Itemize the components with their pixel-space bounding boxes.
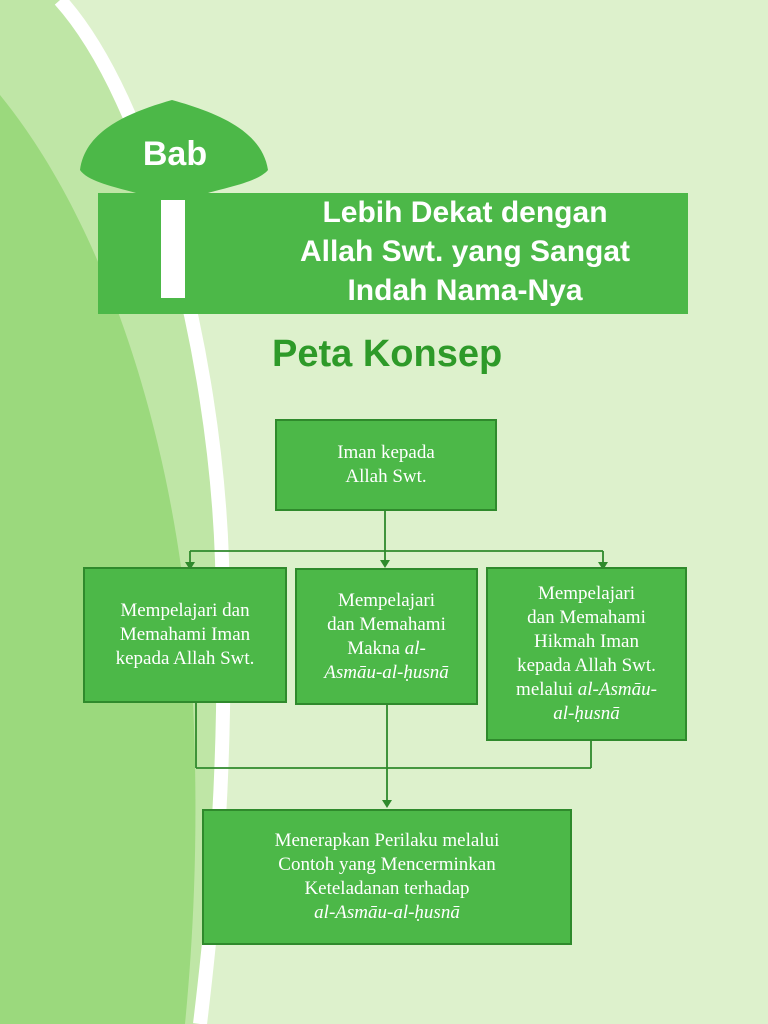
node-text-italic: Asmāu-al-ḥusnā — [324, 661, 449, 683]
result-node — [202, 809, 572, 945]
branch-node-3 — [486, 567, 687, 741]
node-text: Hikmah Iman — [533, 631, 639, 652]
node-text: kepada Allah Swt. — [115, 648, 255, 669]
chapter-number-bar — [161, 200, 185, 298]
node-text: Makna — [347, 637, 405, 659]
node-text: Memahami Iman — [119, 624, 251, 645]
root-node — [275, 419, 497, 511]
node-text-italic: al-Asmāu-al-ḥusnā — [314, 902, 460, 923]
chapter-title-line: Lebih Dekat dengan — [322, 196, 608, 229]
node-text: kepada Allah Swt. — [517, 655, 656, 676]
node-text: melalui — [516, 679, 578, 700]
node-text — [347, 637, 426, 661]
node-text: Iman kepada — [337, 442, 435, 463]
node-text: dan Memahami — [327, 613, 446, 635]
node-text: Keteladanan terhadap — [304, 878, 470, 899]
node-text-italic: al-Asmāu- — [577, 679, 657, 700]
chapter-title-line: Allah Swt. yang Sangat — [299, 235, 631, 268]
node-text: Mempelajari — [537, 583, 636, 604]
chapter-title-line: Indah Nama-Nya — [347, 274, 583, 307]
chapter-title — [245, 193, 685, 310]
branch-node-2 — [295, 568, 478, 705]
branch-node-1 — [83, 567, 287, 703]
node-text: Mempelajari dan — [120, 600, 250, 621]
chapter-label: Bab — [142, 135, 208, 173]
node-text: dan Memahami — [527, 607, 646, 628]
node-text-italic: al-ḥusnā — [553, 703, 620, 724]
node-text: Mempelajari — [337, 589, 436, 611]
concept-map-title: Peta Konsep — [272, 333, 503, 375]
node-text: Contoh yang Mencerminkan — [278, 854, 496, 875]
node-text: Menerapkan Perilaku melalui — [274, 830, 500, 851]
node-text-italic: al- — [404, 637, 426, 659]
node-text — [516, 678, 657, 702]
node-text: Allah Swt. — [345, 466, 427, 487]
